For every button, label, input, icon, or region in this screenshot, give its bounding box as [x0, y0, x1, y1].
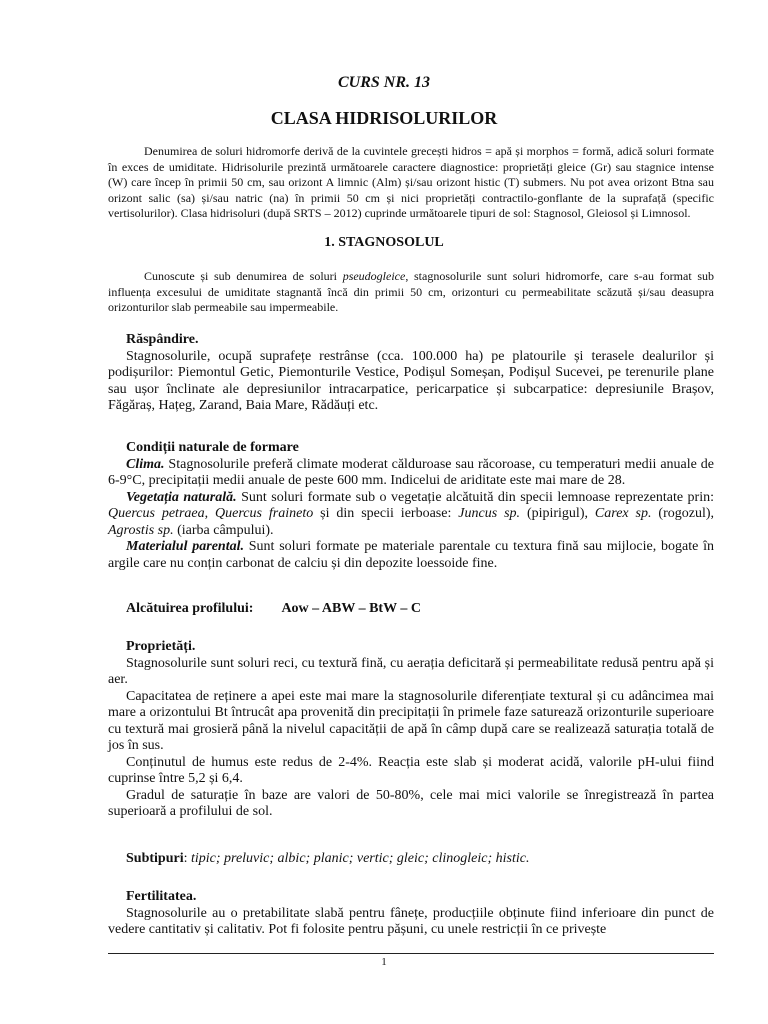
subtipuri-label: Subtipuri	[126, 851, 184, 866]
profile-label: Alcătuirea profilului:	[126, 601, 254, 616]
proprietati-p2: Capacitatea de reținere a apei este mai mare la stagnosolurile diferențiate textural și cu adâncimea mai mare a orizontului Bt întrucât apa provenită din precipitații în primele faze saturează orizonturile superioare cu textură mai grosieră până la nivelul capacității de apă în câmp după care se realizează saturația totală de jos în sus.	[108, 688, 714, 753]
class-title: CLASA HIDRISOLURILOR	[270, 108, 498, 128]
footer-divider	[108, 953, 714, 954]
proprietati-p3: Conținutul de humus este redus de 2-4%. Reacția este slab și moderat acidă, valorile pH-ului fiind cuprinse între 5,2 și 6,4.	[108, 754, 714, 786]
raspandire-text: Stagnosolurile, ocupă suprafețe restrânse (cca. 100.000 ha) pe platourile și terasele dealurilor și podișurilor: Piemontul Getic, Piemonturile Vestice, Podișul Someșan, Podișul Sucevei, pe terenurile plane sau ușor înclinate ale depresiunilor intracarpatice, pericarpatice și subcarpatice: depresiunile Brașov, Făgăraș, Hațeg, Zarand, Baia Mare, Rădăuți etc.	[108, 348, 714, 413]
veg-text-2: ,	[204, 506, 216, 521]
species-juncus: Juncus sp.	[458, 506, 521, 521]
course-title: CURS NR. 13	[337, 74, 431, 91]
stag-intro-after: , stagnosolurile sunt soluri hidromorfe, care s-au format sub influența excesului de umiditate stagnantă încă din primii 50 cm, orizonturi cu permeabilitate scăzută și/sau deasupra orizonturilor slab permeabile sau impermeabile.	[108, 269, 714, 314]
stag-intro-term: pseudogleice	[342, 269, 406, 283]
conditii-heading: Condiții naturale de formare	[126, 440, 299, 455]
clima-text: Stagnosolurile preferă climate moderat călduroase sau răcoroase, cu temperaturi medii anuale de 6-9°C, precipitații medii anuale de peste 600 mm. Indicelui de ariditate este mai mare de 28.	[108, 456, 714, 488]
stag-intro-before: Cunoscute și sub denumirea de soluri	[144, 269, 343, 283]
material-parental-paragraph	[108, 539, 714, 572]
section-heading: 1. STAGNOSOLUL	[324, 235, 444, 250]
veg-text-3: și din specii ierboase:	[313, 506, 459, 521]
species-carex: Carex sp.	[594, 506, 652, 521]
species-agrostis: Agrostis sp.	[108, 522, 174, 538]
proprietati-p4: Gradul de saturație în baze are valori de 50-80%, cele mai mici valorile se înregistrează în partea superioară a profilului de sol.	[108, 787, 714, 819]
intro-paragraph: Denumirea de soluri hidromorfe derivă de la cuvintele grecești hidros = apă și morphos = formă, adică soluri formate în exces de umiditate. Hidrisolurile prezintă următoarele caractere diagnostice: proprietăți gleice (Gr) sau stagnice intense (W) care încep în primii 50 cm, sau orizont A limnic (Alm) și/sau orizont histic (T) submers. Nu pot avea orizont Btna sau orizont salic (sa) și/sau natric (na) în primii 50 cm și nici proprietăți contractilo-gonflante de la suprafață (specific vertisolurilor). Clasa hidrisoluri (după SRTS – 2012) cuprinde următoarele tipuri de sol: Stagnosol, Gleiosol și Limnosol.	[108, 144, 714, 220]
raspandire-section	[108, 332, 714, 415]
proprietati-p1: Stagnosolurile sunt soluri reci, cu textură fină, cu aerația deficitară și permeabilitate redusă pentru apă și aer.	[108, 655, 714, 687]
material-parental-label: Materialul parental.	[126, 539, 244, 554]
proprietati-section	[108, 639, 714, 821]
veg-text-5: (rogozul),	[651, 506, 715, 521]
material-parental-text: Sunt soluri formate pe materiale parentale cu textura fină sau mijlocie, bogate în argile care nu conțin carbonat de calciu și din depozite loessoide fine.	[108, 539, 715, 571]
clima-paragraph	[108, 457, 714, 490]
proprietati-heading: Proprietăți.	[126, 639, 196, 654]
species-quercus-petraea: Quercus petraea	[108, 506, 205, 521]
subtipuri-row	[126, 851, 529, 867]
vegetatie-label: Vegetația naturală.	[126, 489, 237, 505]
fertilitatea-text: Stagnosolurile au o pretabilitate slabă pentru fânețe, producțiile obținute fiind inferioare din punct de vedere cantitativ și calitativ. Pot fi folosite pentru pășuni, cu unele restricții în ce privește	[108, 905, 714, 937]
raspandire-heading: Răspândire.	[126, 332, 199, 347]
profile-formula: Aow – ABW – BtW – C	[281, 601, 421, 616]
vegetatie-paragraph	[108, 490, 714, 540]
veg-text-4: (pipirigul),	[520, 506, 595, 521]
species-quercus-fraineto: Quercus fraineto	[215, 506, 314, 521]
fertilitatea-heading: Fertilitatea.	[126, 889, 197, 904]
page-number: 1	[381, 956, 387, 968]
stagnosol-intro-paragraph	[108, 269, 714, 316]
subtipuri-colon: :	[183, 851, 191, 866]
veg-text-1: Sunt soluri formate sub o vegetație alcătuită din specii lemnoase reprezentate prin:	[236, 489, 714, 505]
veg-text-6: (iarba câmpului).	[173, 522, 274, 538]
profile-row	[126, 601, 421, 617]
subtipuri-values: tipic; preluvic; albic; planic; vertic; gleic; clinogleic; histic.	[190, 851, 530, 866]
fertilitatea-section	[108, 889, 714, 939]
clima-label: Clima.	[126, 456, 165, 472]
conditii-section	[108, 440, 714, 572]
